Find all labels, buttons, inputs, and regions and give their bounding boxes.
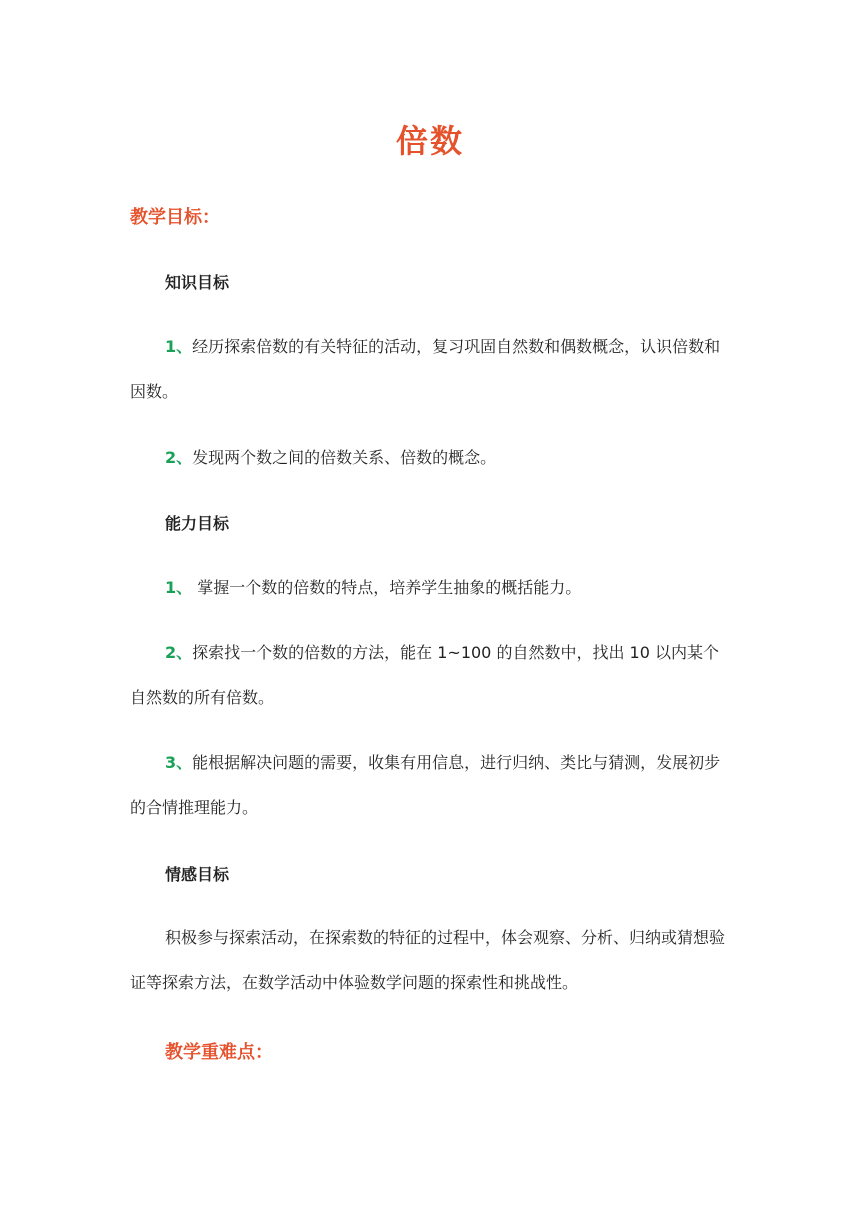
item-text: 探索找一个数的倍数的方法，能在 1~100 的自然数中，找出 10 以内某个自然数的所有倍数。 bbox=[130, 643, 719, 707]
knowledge-goal-item-1 bbox=[130, 324, 732, 414]
section-heading-teaching-goals: 教学目标： bbox=[130, 207, 220, 228]
item-number: 1、 bbox=[165, 337, 193, 356]
page-title: 倍数 bbox=[395, 122, 464, 160]
item-text: 掌握一个数的倍数的特点，培养学生抽象的概括能力。 bbox=[192, 578, 582, 597]
section-heading-key-points: 教学重难点： bbox=[165, 1042, 273, 1063]
item-number: 2、 bbox=[165, 643, 193, 662]
subheading-knowledge-goals: 知识目标 bbox=[165, 273, 230, 292]
subheading-emotion-goals: 情感目标 bbox=[165, 865, 230, 884]
item-text: 发现两个数之间的倍数关系、倍数的概念。 bbox=[192, 448, 497, 467]
emotion-goal-paragraph: 积极参与探索活动，在探索数的特征的过程中，体会观察、分析、归纳或猜想验证等探索方法，在数学活动中体验数学问题的探索性和挑战性。 bbox=[130, 928, 726, 992]
ability-goal-item-3 bbox=[130, 740, 732, 830]
item-number: 2、 bbox=[165, 448, 193, 467]
ability-goal-item-2 bbox=[130, 630, 732, 720]
ability-goal-item-1 bbox=[130, 565, 732, 610]
item-text: 能根据解决问题的需要，收集有用信息，进行归纳、类比与猜测，发展初步的合情推理能力。 bbox=[130, 753, 721, 817]
subheading-ability-goals: 能力目标 bbox=[165, 514, 230, 533]
knowledge-goal-item-2 bbox=[130, 435, 732, 480]
item-text: 经历探索倍数的有关特征的活动，复习巩固自然数和偶数概念，认识倍数和因数。 bbox=[130, 337, 721, 401]
item-number: 3、 bbox=[165, 753, 193, 772]
item-number: 1、 bbox=[165, 578, 193, 597]
